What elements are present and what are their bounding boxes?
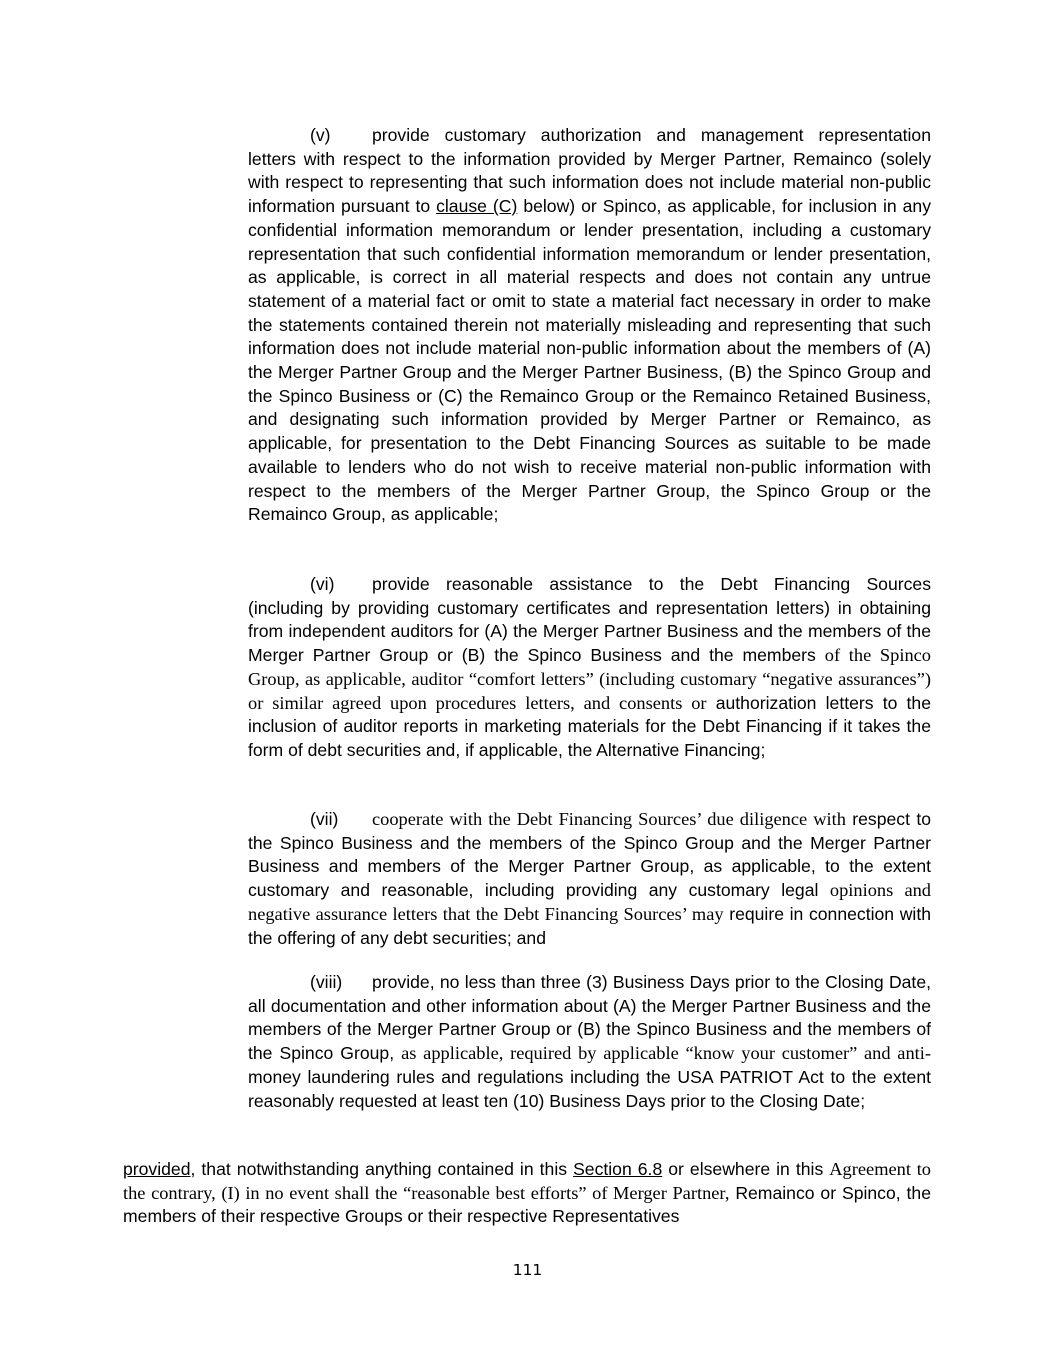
clause-text: below) or Spinco, as applicable, for inclusion in any confidential information memorandum or lender presentation, including a customary representation that such confidential information memorandum or lender presentation, as applicable, is correct in all material respects and does not contain any untrue statement of a material fact or omit to state a material fact necessary in order to make the statements contained therein not materially misleading and representing that such information does not include material non-public information about the members of (A) the Merger Partner Group and the Merger Partner Business, (B) the Spinco Group and the Spinco Business or (C) the Remainco Group or the Remainco Retained Business, and designating such information provided by Merger Partner or Remainco, as applicable, for presentation to the Debt Financing Sources as suitable to be made available to lenders who do not wish to receive material non-public information with respect to the members of the Merger Partner Group, the Spinco Group or the Remainco Group, as applicable; xyxy=(248,196,932,525)
clause-number: (v) xyxy=(310,125,331,145)
proviso-text: Remainco or Spinco, the members of their respective Groups or their respective Representatives xyxy=(123,1182,931,1227)
clause-text: provide customary authorization and management representation letters with respect to the information provided by Merger Partner, Remainco (solely with respect to representing that such information does not include material non-public information pursuant to xyxy=(248,125,931,217)
clause-reference-link: clause (C) xyxy=(436,196,518,217)
clause-text-serif: opinions and negative assurance letters that the Debt Financing Sources’ may xyxy=(248,880,931,924)
clause-number: (vi) xyxy=(310,574,335,594)
clause-viii xyxy=(248,971,931,1113)
clause-text-serif: of the Spinco Group, as applicable, auditor “comfort letters” (including customary “negative assurances”) or similar agreed upon procedures letters, and consents or xyxy=(248,645,931,713)
proviso-text: , that notwithstanding anything contained in this xyxy=(190,1159,574,1179)
clause-text: provide, no less than three (3) Business Days prior to the Closing Date, all documentation and other information about (A) the Merger Partner Business and the members of the Merger Partner Group or (B) the Spinco Business and the members of the Spinco Group, xyxy=(248,972,931,1064)
clause-text: require in connection with the offering of any debt securities; and xyxy=(248,903,931,948)
clause-number: (viii) xyxy=(310,972,343,992)
proviso-lead: provided xyxy=(123,1159,191,1179)
proviso-paragraph xyxy=(123,1158,931,1229)
clause-vii xyxy=(248,808,931,950)
clause-text-serif: cooperate with the Debt Financing Sources’ due diligence with xyxy=(372,809,846,829)
clause-text: money laundering rules and regulations including the USA PATRIOT Act to the extent reasonably requested at least ten (10) Business Days prior to the Closing Date; xyxy=(248,1066,931,1111)
clause-v xyxy=(248,124,931,527)
clause-text: respect to the Spinco Business and the members of the Spinco Group and the Merger Partner Business and members of the Merger Partner Group, as applicable, to the extent customary and reasonable, including providing any customary legal xyxy=(248,809,931,901)
clause-text: authorization letters to the inclusion of auditor reports in marketing materials for the Debt Financing if it takes the form of debt securities and, if applicable, the Alternative Financing; xyxy=(248,692,931,760)
clause-text: provide reasonable assistance to the Debt Financing Sources (including by providing customary certificates and representation letters) in obtaining from independent auditors for (A) the Merger Partner Business and the members of the Merger Partner Group or (B) the Spinco Business and the members xyxy=(248,574,931,666)
clause-vi xyxy=(248,573,931,763)
proviso-text-serif: Agreement to the contrary, (I) in no event shall the “reasonable best efforts” of Merger Partner, xyxy=(123,1159,932,1203)
clause-text-serif: as applicable, required by applicable “know your customer” and anti- xyxy=(401,1043,931,1064)
page-number: 111 xyxy=(512,1261,543,1279)
clause-number: (vii) xyxy=(310,809,339,829)
proviso-text: or elsewhere in this xyxy=(662,1159,830,1179)
section-reference-link: Section 6.8 xyxy=(573,1159,663,1179)
